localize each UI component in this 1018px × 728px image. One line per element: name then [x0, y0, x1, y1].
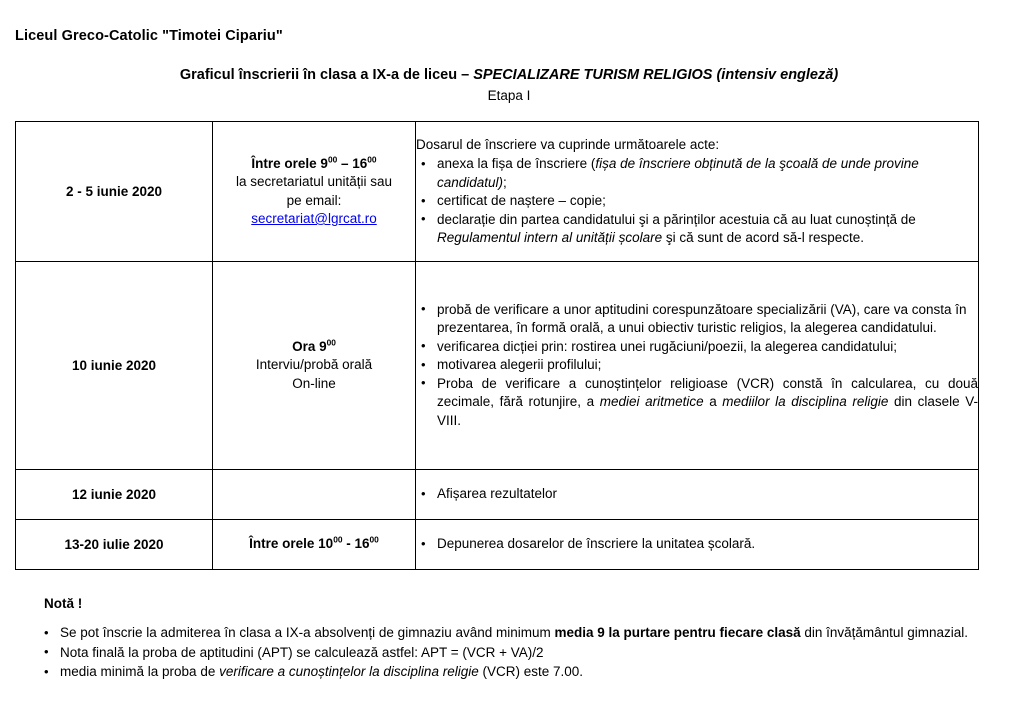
- table-row: [16, 520, 979, 570]
- note-text-plain: Se pot înscrie la admiterea în clasa a IX-a absolvenți de gimnaziu având minimum: [60, 625, 555, 640]
- title-main-text: Graficul înscrierii în clasa a IX-a de liceu –: [179, 67, 474, 83]
- detail-bullet-list: [416, 155, 978, 248]
- hour-text: Între orele 9: [251, 155, 328, 171]
- note-text-plain: Nota finală la proba de aptitudini (APT) se calculează astfel: APT = (VCR + VA)/2: [60, 644, 544, 660]
- hour-superscript: 00: [326, 337, 336, 348]
- detail-bullet-list: [416, 301, 978, 431]
- list-item: [15, 662, 1003, 682]
- row-detail-cell: [416, 262, 979, 470]
- row-detail-cell: [416, 122, 979, 262]
- detail-intro-text: Dosarul de înscriere va cuprinde următoarele acte:: [416, 136, 720, 152]
- hour-line: [213, 535, 415, 554]
- bullet-text-plain: Afișarea rezultatelor: [437, 486, 558, 502]
- bullet-text-tail: şi că sunt de acord să-l respecte.: [662, 230, 864, 245]
- list-item: [15, 643, 1003, 663]
- row-hour-cell: [213, 122, 416, 262]
- notes-title: Notă !: [44, 596, 83, 611]
- notes-list: [15, 623, 1003, 682]
- bullet-text-plain: verificarea dicției prin: rostirea unei rugăciuni/poezii, la alegerea candidatului;: [437, 338, 898, 354]
- hour-line: [213, 338, 415, 357]
- bullet-text-italic: mediei aritmetice: [599, 394, 704, 410]
- hour-location-line: la secretariatul unității sau: [235, 174, 393, 189]
- school-name: Liceul Greco-Catolic "Timotei Cipariu": [15, 28, 283, 44]
- note-text-bold: media 9 la purtare pentru fiecare clasă: [554, 625, 801, 640]
- bullet-text-tail: din clasele V-VIII.: [437, 394, 978, 428]
- detail-bullet-list: [416, 485, 978, 504]
- hour-text: Între orele 10: [249, 536, 334, 552]
- bullet-text-plain: anexa la fișa de înscriere (: [437, 156, 596, 171]
- list-item: [416, 485, 978, 504]
- list-item: [416, 535, 978, 554]
- bullet-text-italic-2: mediilor la disciplina religie: [722, 394, 889, 410]
- list-item: [416, 356, 978, 375]
- hour-superscript-end: 00: [369, 534, 379, 545]
- hour-text: Ora 9: [292, 338, 327, 354]
- row-date-cell: 10 iunie 2020: [16, 262, 213, 470]
- hour-email-label: pe email:: [286, 192, 342, 208]
- row-date-cell: 12 iunie 2020: [16, 470, 213, 520]
- row-hour-cell: [213, 520, 416, 570]
- note-text-plain: media minimă la proba de: [60, 664, 220, 679]
- bullet-text-plain: Proba de verificare a cunoștințelor religioase (VCR) constă în calcularea, cu două zecimale, fără rotunjire, a: [437, 375, 978, 410]
- page-subtitle: Etapa I: [487, 88, 531, 103]
- table-row: [16, 470, 979, 520]
- list-item: [416, 192, 978, 211]
- row-hour-cell: [213, 470, 416, 520]
- notes-section: [15, 596, 1003, 682]
- hour-range-separator: - 16: [342, 536, 370, 552]
- hour-mode-line: Interviu/probă orală: [255, 357, 373, 373]
- hour-range-separator: – 16: [337, 155, 368, 171]
- list-item: [15, 623, 1003, 643]
- note-text-italic: verificare a cunoștințelor la disciplina religie: [219, 664, 479, 679]
- list-item: [416, 211, 978, 248]
- bullet-text-tail: ;: [503, 174, 507, 190]
- hour-superscript-end: 00: [367, 154, 377, 164]
- bullet-text-mid: a: [703, 394, 723, 410]
- hour-superscript: 00: [333, 534, 343, 545]
- hour-superscript: 00: [327, 154, 338, 164]
- detail-bullet-list: [416, 535, 978, 554]
- hour-line: [213, 155, 415, 174]
- list-item: [416, 375, 978, 431]
- list-item: [416, 301, 978, 338]
- table-row: [16, 262, 979, 470]
- bullet-text-plain: certificat de naștere – copie;: [437, 193, 606, 208]
- email-link[interactable]: secretariat@lgrcat.ro: [251, 211, 377, 226]
- table-row: [16, 122, 979, 262]
- bullet-text-italic: fișa de înscriere obținută de la şcoală de unde provine candidatul): [437, 156, 919, 190]
- note-text-tail: (VCR) este 7.00.: [478, 664, 584, 679]
- row-detail-cell: [416, 470, 979, 520]
- schedule-table: [15, 121, 979, 570]
- title-specialization-text: SPECIALIZARE TURISM RELIGIOS (intensiv engleză): [473, 67, 839, 83]
- row-hour-cell: [213, 262, 416, 470]
- bullet-text-plain: probă de verificare a unor aptitudini corespunzătoare specializării (VA), care va consta în prezentarea, în formă orală, a unui obiectiv turistic religios, la alegerea candidatului.: [437, 301, 967, 336]
- hour-online-line: On-line: [292, 375, 336, 391]
- bullet-text-plain: motivarea alegerii profilului;: [437, 357, 602, 373]
- row-detail-cell: [416, 520, 979, 570]
- bullet-text-italic: Regulamentul intern al unității școlare: [437, 230, 663, 245]
- title-block: [15, 66, 1003, 105]
- list-item: [416, 155, 978, 192]
- page-title: [15, 66, 1003, 85]
- row-date-cell: 13-20 iulie 2020: [16, 520, 213, 570]
- note-text-tail: din învățământul gimnazial.: [800, 625, 968, 640]
- bullet-text-plain: declarație din partea candidatului şi a părinților acestuia că au luat cunoștință de: [437, 211, 916, 227]
- row-date-cell: 2 - 5 iunie 2020: [16, 122, 213, 262]
- list-item: [416, 338, 978, 357]
- bullet-text-plain: Depunerea dosarelor de înscriere la unitatea școlară.: [437, 536, 756, 552]
